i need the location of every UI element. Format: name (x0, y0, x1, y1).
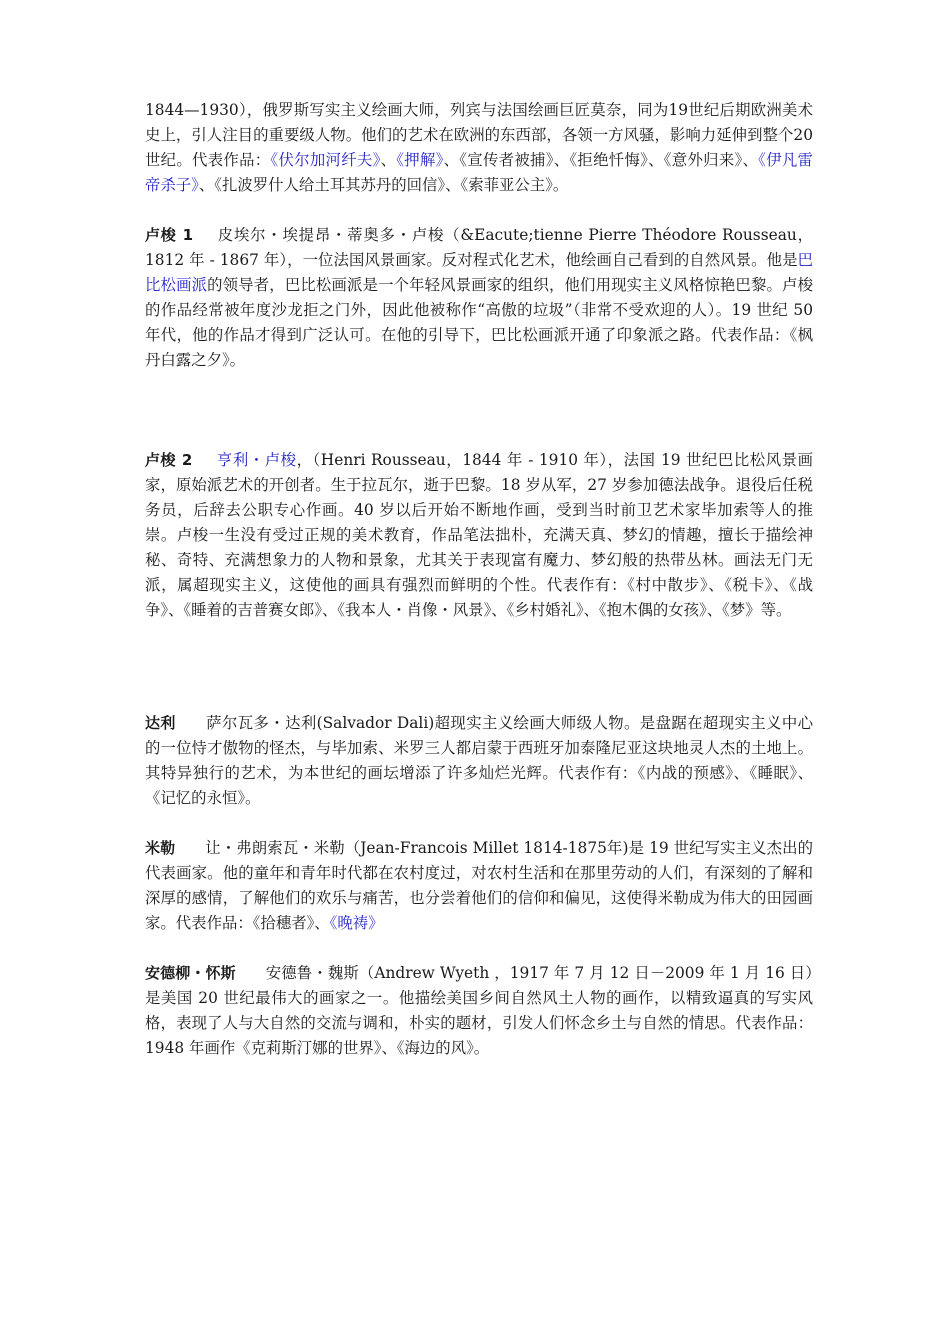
text: 、 (380, 151, 397, 169)
text: 、《扎波罗什人给土耳其苏丹的回信》、《索菲亚公主》。 (198, 176, 569, 194)
artist-heading: 卢梭 2 (145, 451, 193, 469)
link-under-escort[interactable]: 《押解》 (396, 151, 444, 169)
paragraph-rousseau-2 (145, 448, 813, 623)
artist-heading: 米勒 (145, 839, 176, 857)
text: 安德鲁・魏斯（Andrew Wyeth ，1917 年 7 月 12 日－2009 年 1 月 16 日）是美国 20 世纪最伟大的画家之一。他描绘美国乡间自然风土人物的画作，以精致逼真的写实风格，表现了人与大自然的交流与调和，朴实的题材，引发人们怀念乡土与自然的情思。代表作品：1948 年画作《克莉斯汀娜的世界》、《海边的风》。 (145, 964, 813, 1057)
link-volga-boatmen[interactable]: 《伏尔加河纤夫》 (270, 151, 381, 169)
artist-heading: 安德柳・怀斯 (145, 964, 236, 982)
text: 萨尔瓦多・达利(Salvador Dali)超现实主义绘画大师级人物。是盘踞在超现实主义中心的一位恃才傲物的怪杰，与毕加索、米罗三人都启蒙于西班牙加泰隆尼亚这块地灵人杰的土地上。其特异独行的艺术，为本世纪的画坛增添了许多灿烂光辉。代表作有：《内战的预感》、《睡眠》、《记忆的永恒》。 (145, 714, 813, 807)
paragraph-rousseau-1 (145, 223, 813, 373)
paragraph-millet (145, 836, 813, 936)
link-barbizon-school[interactable]: 巴比松画派 (145, 251, 813, 294)
link-angelus[interactable]: 《晚祷》 (329, 914, 384, 932)
text: 1844—1930），俄罗斯写实主义绘画大师，列宾与法国绘画巨匠莫奈，同为19世纪后期欧洲美术史上，引人注目的重要级人物。他们的艺术在欧洲的东西部，各领一方风骚，影响力延伸到整个20世纪。代表作品： (145, 101, 813, 169)
link-henri-rousseau[interactable]: 亨利・卢梭 (216, 451, 297, 469)
text: ，（Henri Rousseau，1844 年 - 1910 年），法国 19 世纪巴比松风景画家，原始派艺术的开创者。生于拉瓦尔，逝于巴黎。18 岁从军，27 岁参加德法战争。退役后任税务员，后辞去公职专心作画。40 岁以后开始不断地作画，受到当时前卫艺术家毕加索等人的推崇。卢梭一生没有受过正规的美术教育，作品笔法拙朴，充满天真、梦幻的情趣，擅长于描绘神秘、奇特、充满想象力的人物和景象，尤其关于表现富有魔力、梦幻般的热带丛林。画法无门无派，属超现实主义，这使他的画具有强烈而鲜明的个性。代表作有：《村中散步》、《税卡》、《战争》、《睡着的吉普赛女郎》、《我本人・肖像・风景》、《乡村婚礼》、《抱木偶的女孩》、《梦》等。 (145, 451, 813, 619)
text: 、《宣传者被捕》、《拒绝忏悔》、《意外归来》、 (443, 151, 759, 169)
text: 的领导者，巴比松画派是一个年轻风景画家的组织，他们用现实主义风格惊艳巴黎。卢梭的作品经常被年度沙龙拒之门外，因此他被称作“高傲的垃圾”（非常不受欢迎的人）。19 世纪 50 年代，他的作品才得到广泛认可。在他的引导下，巴比松画派开通了印象派之路。代表作品：《枫丹白露之夕》。 (145, 276, 813, 369)
paragraph-wyeth (145, 961, 813, 1061)
paragraph-repin (145, 98, 813, 198)
artist-heading: 达利 (145, 714, 176, 732)
paragraph-dali (145, 711, 813, 811)
artist-heading: 卢梭 1 (145, 226, 194, 244)
document-page (145, 98, 813, 1061)
text: 让・弗朗索瓦・米勒（Jean-Francois Millet 1814-1875年)是 19 世纪写实主义杰出的代表画家。他的童年和青年时代都在农村度过，对农村生活和在那里劳动的人们，有深刻的了解和深厚的感情，了解他们的欢乐与痛苦，也分尝着他们的信仰和偏见，这使得米勒成为伟大的田园画家。代表作品：《拾穗者》、 (145, 839, 813, 932)
text: 皮埃尔・埃提昂・蒂奥多・卢梭（&Eacute;tienne Pierre Théodore Rousseau，1812 年 - 1867 年），一位法国风景画家。反对程式化艺术，他绘画自己看到的自然风景。他是 (145, 226, 813, 269)
link-ivan-the-terrible[interactable]: 《伊凡雷帝杀子》 (145, 151, 813, 194)
